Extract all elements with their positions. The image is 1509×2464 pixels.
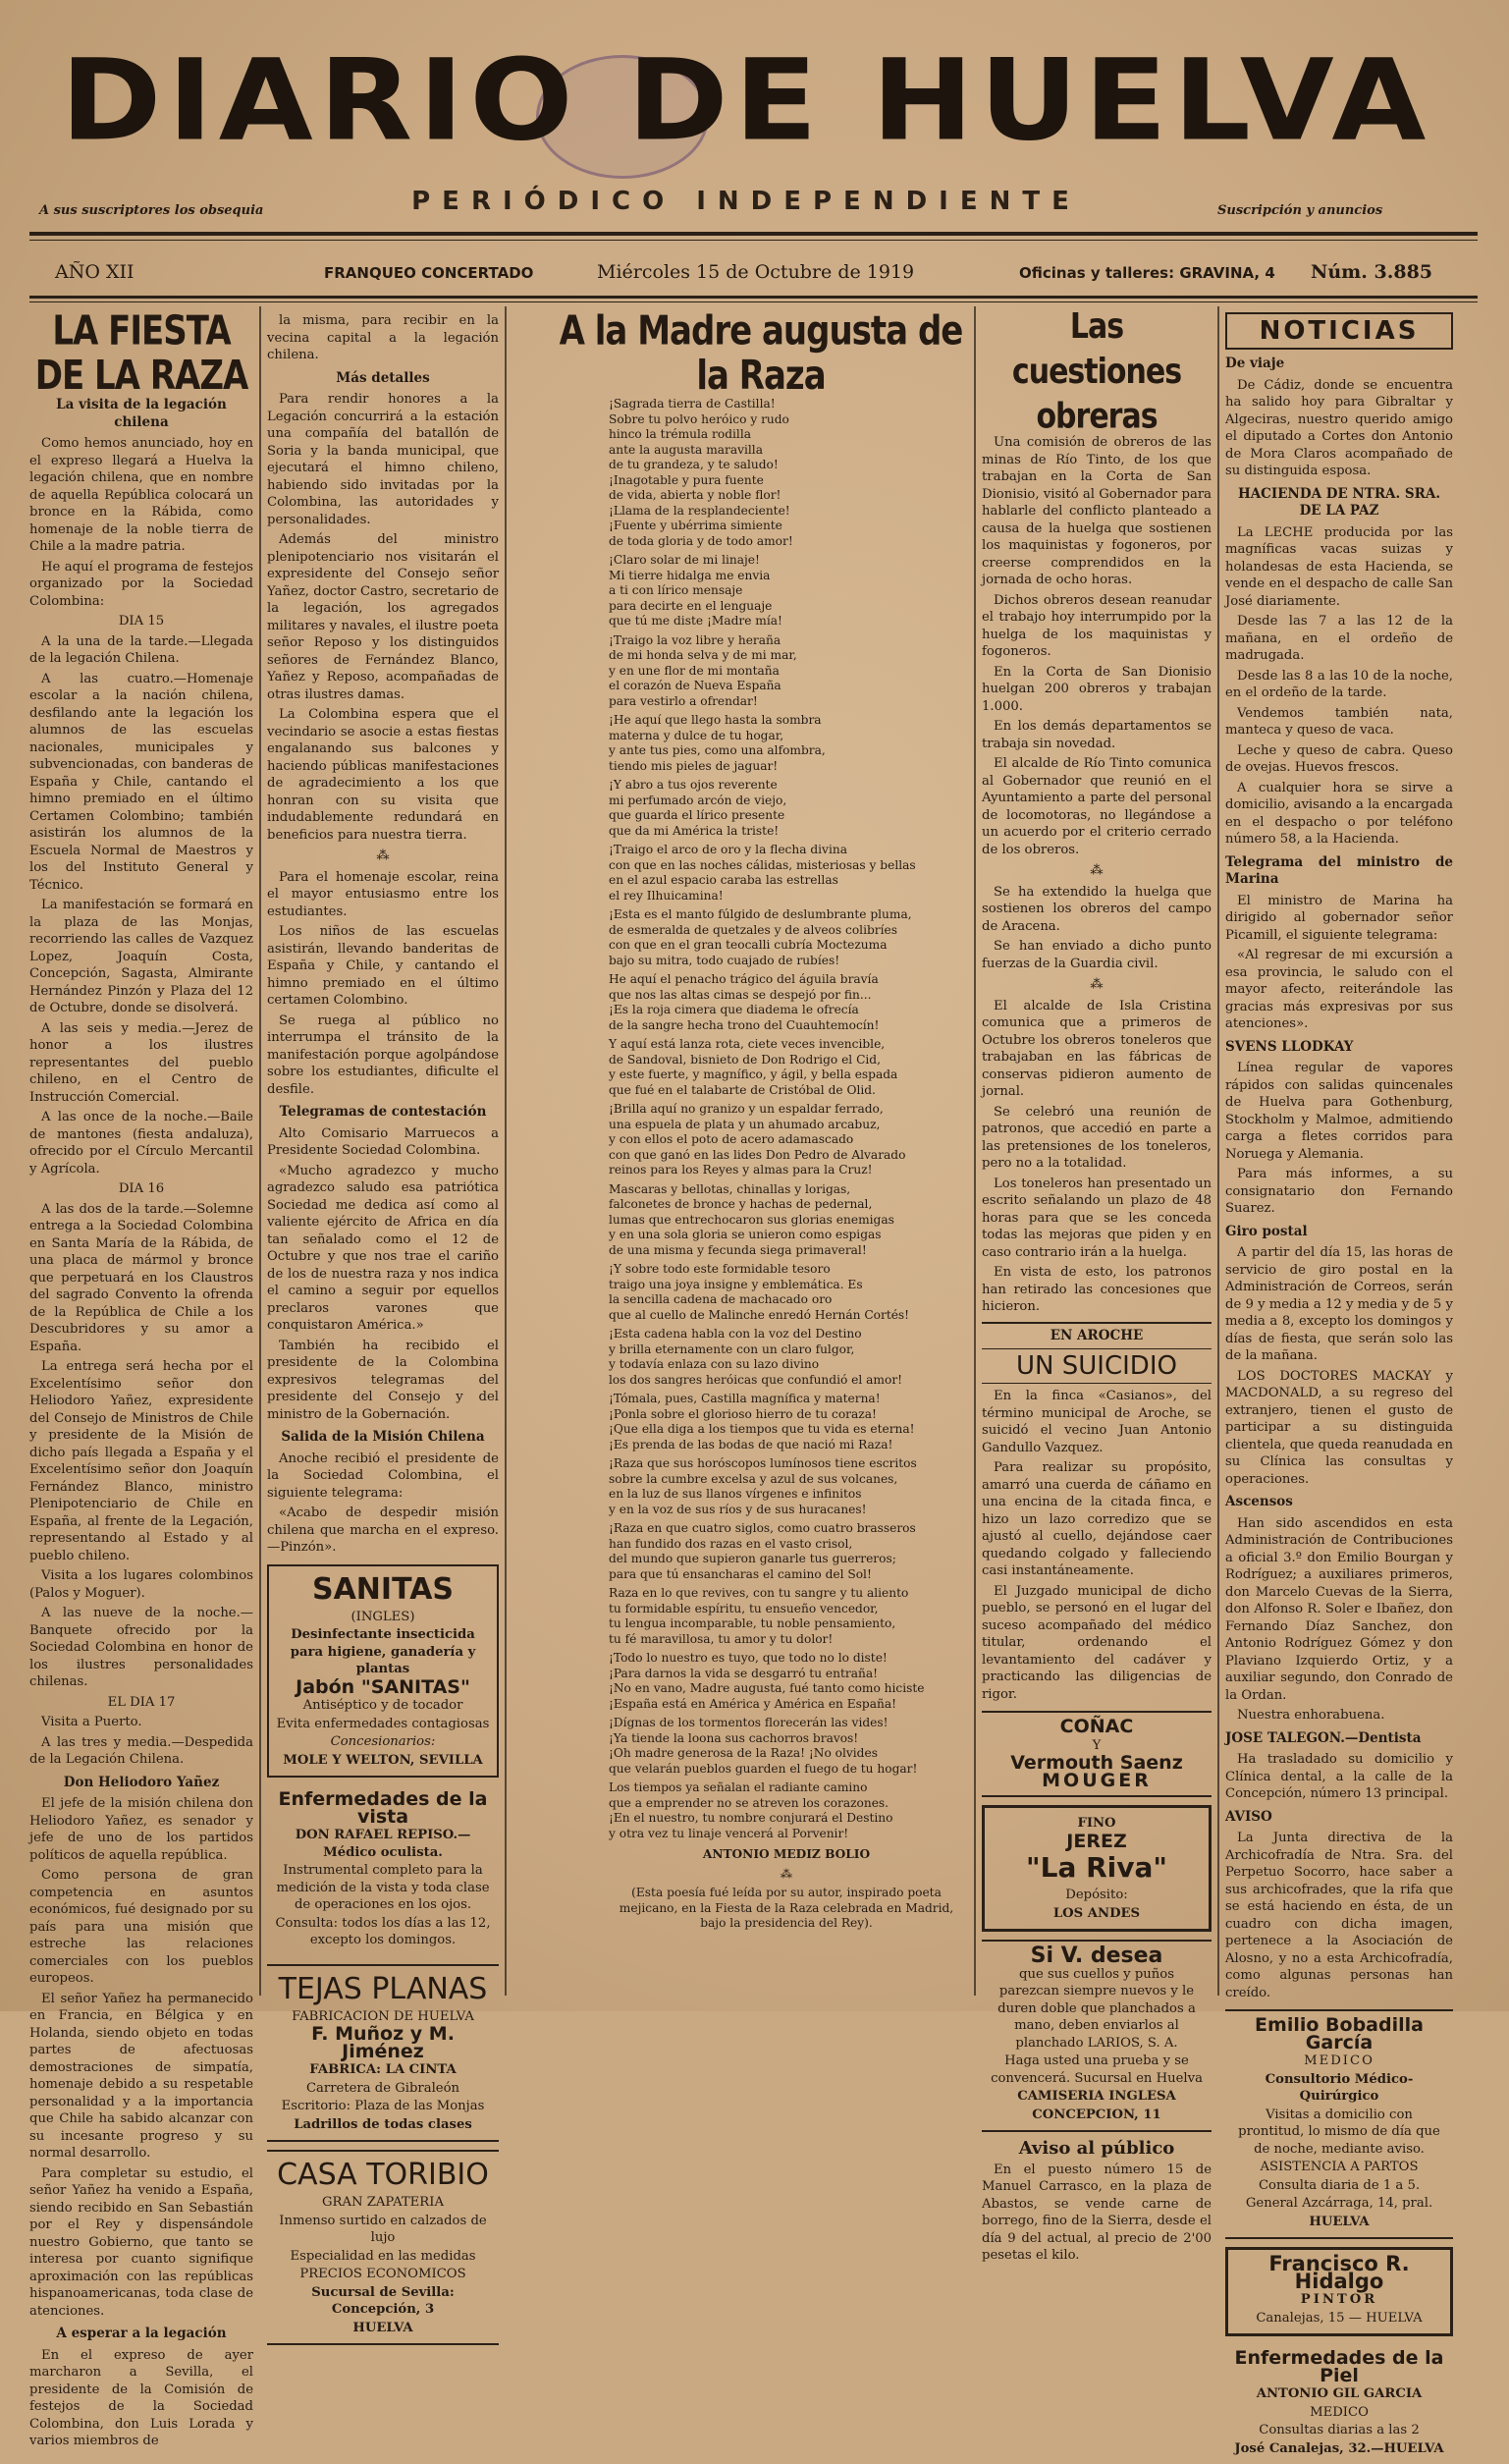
paragraph: A la una de la tarde.—Llegada de la legación Chilena. — [29, 633, 253, 666]
stanza — [609, 1780, 964, 1841]
section-heading: A esperar a la legación — [56, 2326, 227, 2341]
ad-line: Consultorio Médico-Quirúrgico — [1265, 2071, 1414, 2104]
poem-line: ¡Dígnas de los tormentos florecerán las vides! — [609, 1716, 889, 1729]
poem-line: reinos para los Reyes y almas para la Cruz! — [609, 1163, 873, 1177]
paragraph: Se ha extendido la huelga que sostienen los obreros del campo de Aracena. — [982, 884, 1212, 934]
ad-line: Inmenso surtido en calzados de lujo — [279, 2213, 487, 2245]
ad-sanitas — [267, 1564, 499, 1779]
motto-left: A sus suscriptores los obsequia — [39, 203, 264, 218]
poem-line: de la sangre hecha trono del Cuauhtemocín! — [609, 1017, 880, 1032]
poem-line: en el azul espacio caraba las estrellas — [609, 873, 838, 887]
issue-number: Núm. 3.885 — [1311, 261, 1433, 283]
paragraph: Además del ministro plenipotenciario nos visitarán el expresidente del Consejo señor Yañez, doctor Castro, secretario de la legación, los agregados militares y navales, el ilustre poeta señor Reposo y los distinguidos señores de Fernández Blanco, Yañez y Reposo, acompañadas de otras ilustres damas. — [267, 532, 499, 702]
masthead-rule — [29, 232, 1478, 236]
ad-tejas — [267, 1964, 499, 2143]
paragraph: A las dos de la tarde.—Solemne entrega a la Sociedad Colombina en Santa María de la Rábida, de una placa de mármol y bronce que perpetuará en los Claustros del sagrado Convento la ofrenda de la República de Chile a los Descubridores y su amor a España. — [29, 1201, 253, 1354]
ad-line: GRAN ZAPATERIA — [322, 2195, 444, 2210]
paragraph: La entrega será hecha por el Excelentísimo señor don Heliodoro Yañez, expresidente del Consejo de Ministros de Chile y presidente de la Misión de dicho país llegada a España y el Excelentísimo señor don Joaquín Fernández Blanco, ministro Plenipotenciario de Chile en España, al frente de la Legación, representando al Estado y al pueblo chileno. — [29, 1359, 253, 1563]
ad-line: FABRICACION DE HUELVA — [292, 2008, 474, 2024]
poem-line: que guarda el lírico presente — [609, 808, 785, 822]
ad-line: Sucursal de Sevilla: Concepción, 3 — [311, 2284, 455, 2317]
paragraph: Como hemos anunciado, hoy en el expreso llegará a Huelva la legación chilena, que en nombre de aquella República colocará un bronce en la Rábida, como homenaje de la noble tierra de Chile a la madre patria. — [29, 436, 253, 554]
separator-stars: ⁂ — [376, 849, 390, 863]
ad-line: ASISTENCIA A PARTOS — [1260, 2160, 1419, 2174]
paragraph: A las once de la noche.—Baile de mantones (fiesta andaluza), ofrecido por el Círculo Mercantil y Agrícola. — [29, 1110, 253, 1177]
section-heading: Don Heliodoro Yañez — [63, 1774, 220, 1790]
news-heading: Ascensos — [1225, 1494, 1293, 1509]
section-heading: EN AROCHE — [982, 1322, 1212, 1345]
paragraph: Una comisión de obreros de las minas de Río Tinto, de los que trabajan en la Corta de San Dionisio, visitó al Gobernador para hablarle del conflicto planteado a causa de la huelga que sostienen los maquinistas y fogoneros, por creerse comprendidos en la jornada de ocho horas. — [982, 435, 1212, 587]
year-label: AÑO XII — [55, 261, 135, 283]
column-fiesta-raza — [29, 307, 253, 2448]
poem-line: Sobre tu polvo heróico y rudo — [609, 411, 789, 426]
section-heading: Más detalles — [336, 369, 430, 386]
poem-line: que fué en el talabarte de Cristóbal de Olid. — [609, 1082, 876, 1097]
poem-line: la sencilla cadena de machacado oro — [609, 1292, 833, 1306]
paragraph: Leche y queso de cabra. Queso de ovejas. Huevos frescos. — [1225, 742, 1453, 775]
ad-line: José Canalejas, 32.—HUELVA — [1234, 2440, 1444, 2456]
poem-line: con que ganó en las lides Don Pedro de Alvarado — [609, 1147, 906, 1162]
paragraph: Línea regular de vapores rápidos con salidas quincenales de Huelva para Gothenburg, Stockholm y Malmoe, admitiendo carga a fletes corridos para Noruega y Alemania. — [1225, 1061, 1453, 1162]
ad-line: Y — [1092, 1737, 1102, 1753]
poem-line: lumas que entrechocaron sus glorias enemigas — [609, 1212, 894, 1227]
paragraph: Los niños de las escuelas asistirán, llevando banderitas de España y Chile, y cantando el himno premiado en el último certamen Colombino. — [267, 924, 499, 1008]
ad-line: Instrumental completo para la medición de la vista y toda clase de operaciones en los ojos. — [276, 1863, 490, 1912]
poem-line: y todavía enlaza con su lazo divino — [609, 1357, 820, 1371]
paragraph: La manifestación se formará en la plaza de las Monjas, recorriendo las calles de Vazquez Lopez, Joaquín Costa, Concepción, Sagasta, Almirante Hernández Pinzón y Plaza del 12 de Octubre, donde se disolverá. — [29, 898, 253, 1015]
info-rule — [29, 296, 1478, 299]
paragraph: Visita a los lugares colombinos (Palos y Moguer). — [29, 1568, 253, 1601]
poem-line: y en la voz de sus ríos y de sus huracanes! — [609, 1502, 867, 1516]
paragraph: LOS DOCTORES MACKAY y MACDONALD, a su regreso del extranjero, tienen el gusto de participar a su distinguida clientela, que queda reanudada en su Clínica las consultas y operaciones. — [1225, 1368, 1453, 1487]
poem-line: ante la augusta maravilla — [609, 442, 763, 457]
paragraph: Desde las 8 a las 10 de la noche, en el ordeño de la tarde. — [1225, 668, 1453, 700]
poem-line: sobre la cumbre excelsa y azul de sus volcanes, — [609, 1471, 898, 1486]
poem-line: el corazón de Nueva España — [609, 679, 781, 692]
column-divider — [974, 306, 976, 1996]
paragraph: El ministro de Marina ha dirigido al gobernador señor Picamill, el siguiente telegrama: — [1225, 893, 1453, 943]
ad-line: PRECIOS ECONOMICOS — [299, 2267, 466, 2281]
separator-stars: ⁂ — [780, 1866, 793, 1881]
paragraph: Vendemos también nata, manteca y queso de vaca. — [1225, 705, 1453, 738]
paragraph: El alcalde de Río Tinto comunica al Gobernador que reunió en el Ayuntamiento a parte del personal de locomotoras, no llegándose a un acuerdo por el criterio cerrado de los obreros. — [982, 756, 1212, 857]
ad-line: Concesionarios: — [330, 1734, 436, 1749]
poem-line: para decirte en el lenguaje — [609, 598, 773, 613]
poem-signature: ANTONIO MEDIZ BOLIO — [702, 1847, 871, 1861]
poem-line: ¡Oh madre generosa de la Raza! ¡No olvides — [609, 1746, 878, 1760]
paragraph: Dichos obreros desean reanudar el trabajo hoy interrumpido por la huelga de los maquinistas y fogoneros. — [982, 592, 1212, 659]
paragraph: Para realizar su propósito, amarró una cuerda de cáñamo en una encina de la citada finca, e hizo un lazo corredizo que se ajustó al cuello, dejándose caer quedando colgado y falleciendo casi instantáneamente. — [982, 1460, 1212, 1578]
poem-line: ¡España está en América y América en España! — [609, 1696, 896, 1711]
paragraph: También ha recibido el presidente de la Colombina expresivos telegramas del presidente del Consejo y del ministro de la Gobernación. — [267, 1338, 499, 1422]
ad-line: FINO — [1077, 1816, 1116, 1831]
poem-line: ¡En el nuestro, tu nombre conjurará el Destino — [609, 1811, 893, 1825]
poem-line: ¡No en vano, Madre augusta, fué tanto como hiciste — [609, 1681, 925, 1695]
paragraph: De Cádiz, donde se encuentra ha salido hoy para Gibraltar y Algeciras, nuestro querido amigo el diputado a Cortes don Antonio de Mora Claros acompañado de su distinguida esposa. — [1225, 377, 1453, 478]
poem-line: ¡Traigo el arco de oro y la flecha divina — [609, 843, 847, 856]
ad-line: DON RAFAEL REPISO.—Médico oculista. — [295, 1828, 471, 1860]
ad-line: Desinfectante insecticida para higiene, ganadería y plantas — [290, 1627, 476, 1676]
poem-line: que al cuello de Malinche enredó Hernán Cortés! — [609, 1307, 910, 1322]
news-heading: De viaje — [1225, 356, 1285, 371]
column-divider — [259, 306, 261, 1996]
paragraph: «Mucho agradezco y mucho agradezco saludo esa patriótica Sociedad me dedica así como al valiente ejército de Africa en día tan señalado como el 12 de Octubre y que nos trae el cariño de los de nuestra raza y nos indica el camino a seguir por equellos preclaros varones que conquistaron América.» — [267, 1163, 499, 1333]
poem-line: He aquí el penacho trágico del águila bravía — [609, 972, 879, 986]
paragraph: El jefe de la misión chilena don Heliodoro Yañez, es senador y jefe de uno de los partidos políticos de aquella república. — [29, 1796, 253, 1863]
paragraph: Para el homenaje escolar, reina el mayor entusiasmo entre los estudiantes. — [267, 869, 499, 919]
poem-line: ¡Raza que sus horóscopos lumínosos tiene escritos — [609, 1456, 917, 1470]
ad-line: (INGLES) — [350, 1609, 415, 1624]
day-heading: DIA 16 — [118, 1181, 165, 1196]
poem-line: y en una sola gloria se unieron como espigas — [609, 1228, 882, 1241]
poem-line: Los tiempos ya señalan el radiante camino — [609, 1780, 868, 1794]
ad-line: Visitas a domicilio con prontitud, lo mismo de día que de noche, mediante aviso. — [1238, 2107, 1440, 2157]
poem-line: que velarán pueblos guarden el fuego de tu hogar! — [609, 1761, 918, 1776]
paragraph: La LECHE producida por las magníficas vacas suizas y holandesas de esta Hacienda, se vende en el despacho de calle San José diariamente. — [1225, 524, 1453, 609]
poem-line: para vestirlo a ofrendar! — [609, 693, 758, 708]
paragraph: A cualquier hora se sirve a domicilio, avisando a la encargada en el despacho o por teléfono número 58, a la Hacienda. — [1225, 780, 1453, 847]
poem-line: que nos las altas cimas se despejó por fin... — [609, 987, 872, 1002]
paragraph: En el puesto número 15 de Manuel Carrasco, en la plaza de Abastos, se vende carne de borrego, fino de la Sierra, desde el día 9 del actual, al precio de 2'00 pesetas el kilo. — [982, 2162, 1212, 2263]
poem-line: y brilla eternamente con un claro fulgor, — [609, 1342, 855, 1356]
poem-line: ¡Claro solar de mi linaje! — [609, 553, 760, 567]
ad-line: Ladrillos de todas clases — [294, 2116, 472, 2132]
poem-line: Raza en lo que revives, con tu sangre y tu aliento — [609, 1586, 909, 1600]
poem-line: de esmeralda de quetzales y de alveos colibríes — [609, 922, 897, 937]
stanza — [609, 1327, 964, 1388]
paragraph: En vista de esto, los patronos han retirado las concesiones que hicieron. — [982, 1265, 1212, 1314]
paragraph: Como persona de gran competencia en asuntos económicos, fué designado por su país para una misión que estreche las relaciones comerciales con los pueblos europeos. — [29, 1868, 253, 1986]
ad-title: TEJAS PLANAS — [278, 1971, 488, 2006]
poem-line: de toda gloria y de todo amor! — [609, 533, 793, 548]
poem-line: y ante tus pies, como una alfombra, — [609, 743, 826, 757]
stanza — [609, 1262, 964, 1323]
stanza — [609, 397, 964, 549]
poem-line: ¡Sagrada tierra de Castilla! — [609, 397, 776, 411]
article-title: Las cuestiones obreras — [1011, 305, 1182, 437]
notice-title: Aviso al público — [1018, 2138, 1175, 2159]
offices-label: Oficinas y talleres: GRAVINA, 4 — [1019, 264, 1275, 282]
ad-line: Consultas diarias a las 2 — [1259, 2423, 1420, 2437]
ad-line: que sus cuellos y puños parezcan siempre nuevos y le duren doble que planchados a mano, deben enviarlos al planchado LARIOS, S. A. — [997, 1966, 1196, 2051]
section-title: NOTICIAS — [1225, 312, 1453, 350]
poem-line: hinco la trémula rodilla — [609, 427, 751, 441]
paragraph: En la finca «Casianos», del término municipal de Aroche, se suicidó el vecino Juan Antonio Gandullo Vazquez. — [982, 1389, 1212, 1455]
ad-line: Escritorio: Plaza de las Monjas — [281, 2099, 485, 2113]
poem-line: ¡Esta es el manto fúlgido de deslumbrante pluma, — [609, 907, 912, 921]
paragraph: Se celebró una reunión de patronos, que accedió en parte a las pretensiones de los toneleros, pero no a la totalidad. — [982, 1104, 1212, 1171]
column-divider — [505, 306, 507, 1996]
stanza — [609, 1037, 964, 1098]
section-heading: Salida de la Misión Chilena — [281, 1429, 485, 1445]
stanza — [609, 1392, 964, 1452]
poem-line: ¡Es prenda de las bodas de que nació mi Raza! — [609, 1437, 893, 1451]
poem-line: ¡Todo lo nuestro es tuyo, que todo no lo diste! — [609, 1651, 888, 1665]
paragraph: En el expreso de ayer marcharon a Sevilla, el presidente de la Comisión de festejos de la Sociedad Colombina, don Luis Lorada y varios miembros de — [29, 2347, 253, 2448]
paragraph: Para rendir honores a la Legación concurrirá a la estación una compañía del batallón de Soria y la banda municipal, que ejecutará el himno chileno, habiendo sido invitadas por la Colombina, las autoridades y personalidades. — [267, 392, 499, 527]
poem-line: ¡Fuente y ubérrima simiente — [609, 519, 782, 532]
poem-line: el rey Ilhuicamina! — [609, 888, 724, 903]
poem-line: y con ellos el poto de acero adamascado — [609, 1132, 854, 1146]
poem-line: que da mi América la triste! — [609, 823, 780, 838]
ad-line: Emilio Bobadilla García — [1255, 2014, 1424, 2053]
paragraph: «Al regresar de mi excursión a esa provincia, le saludo con el mayor afecto, reiterándole las gracias más expresivas por sus atenciones». — [1225, 948, 1453, 1031]
day-heading: DIA 15 — [118, 614, 165, 629]
poem-line: de Sandoval, bisnieto de Don Rodrigo el Cid, — [609, 1052, 881, 1067]
ad-line: F. Muñoz y M. Jiménez — [311, 2023, 455, 2062]
motto-right: Suscripción y anuncios — [1217, 203, 1383, 218]
postage-label: FRANQUEO CONCERTADO — [324, 264, 534, 282]
paragraph: Ha trasladado su domicilio y Clínica dental, a la calle de la Concepción, número 13 principal. — [1225, 1752, 1453, 1801]
poem-line: Y aquí está lanza rota, ciete veces invencible, — [609, 1037, 886, 1051]
poem-line: con que en las noches cálidas, misteriosas y bellas — [609, 857, 916, 872]
newspaper-title: DIARIO DE HUELVA — [60, 35, 1432, 167]
stanza — [609, 1716, 964, 1777]
poem-line: de mi honda selva y de mi mar, — [609, 648, 797, 662]
ad-line: Especialidad en las medidas — [290, 2248, 476, 2264]
poem-title: A la Madre augusta de la Raza — [559, 307, 963, 400]
ad-line: Antiséptico y de tocador — [302, 1698, 463, 1713]
masthead — [29, 37, 1463, 165]
ad-line: Consulta: todos los días a las 12, excepto los domingos. — [275, 1915, 491, 1947]
ad-line: General Azcárraga, 14, pral. — [1245, 2196, 1433, 2211]
news-heading: Giro postal — [1225, 1223, 1308, 1239]
paragraph: La Junta directiva de la Archicofradía de Ntra. Sra. del Perpetuo Socorro, hace saber a sus archicofrades, que la rifa que se está haciendo en ésta, de un cuadro con dicha imagen, pertenece a la Asociación de Alosno, y no a esta Archicofradía, como algunas personas han creído. — [1225, 1831, 1453, 2000]
stanza — [609, 1102, 964, 1178]
paragraph: Anoche recibió el presidente de la Sociedad Colombina, el siguiente telegrama: — [267, 1451, 499, 1501]
paragraph: En la Corta de San Dionisio huelgan 200 obreros y trabajan 1.000. — [982, 664, 1212, 714]
ad-line: ANTONIO GIL GARCIA — [1256, 2386, 1423, 2401]
poem-line: ¡Ponla sobre el glorioso hierro de tu coraza! — [609, 1406, 877, 1421]
poem-line: Mascaras y bellotas, chinallas y lorigas, — [609, 1181, 851, 1196]
ad-la-riva — [982, 1805, 1212, 1932]
poem-line: que a emprender no se atreven los corazones. — [609, 1795, 889, 1810]
ad-line: Evita enfermedades contagiosas — [276, 1716, 490, 1731]
article-subtitle: La visita de la legación chilena — [56, 397, 227, 430]
poem-line: ¡Que ella diga a los tiempos que tu vida es eterna! — [609, 1422, 915, 1436]
poem-line: y en une flor de mi montaña — [609, 663, 780, 678]
ad-title: SANITAS — [311, 1571, 455, 1607]
poem-line: ¡Esta cadena habla con la voz del Destino — [609, 1327, 862, 1341]
ad-title: CASA TORIBIO — [277, 2158, 489, 2192]
ad-title: Enfermedades de la vista — [278, 1788, 488, 1828]
stanza — [609, 633, 964, 710]
stanza — [609, 972, 964, 1033]
poem-line: tu fé maravillosa, tu amor y tu dolor! — [609, 1631, 834, 1646]
column-fiesta-continued — [267, 312, 499, 2335]
ad-casa-toribio — [267, 2150, 499, 2345]
ad-line: HUELVA — [352, 2320, 413, 2335]
ad-line: MEDICO — [1310, 2404, 1369, 2420]
poem-line: falconetes de bronce y hachas de pedernal, — [609, 1197, 873, 1211]
paragraph: A las seis y media.—Jerez de honor a los ilustres representantes del pueblo chileno, en el Centro de Instrucción Comercial. — [29, 1020, 253, 1105]
stanza — [609, 713, 964, 774]
poem-line: de una misma y fecunda siega primaveral! — [609, 1242, 867, 1257]
news-heading: Telegrama del ministro de Marina — [1225, 853, 1453, 887]
column-divider — [1217, 306, 1219, 1996]
ad-line: Haga usted una prueba y se convencerá. Sucursal en Huelva — [991, 2053, 1203, 2086]
paragraph: A partir del día 15, las horas de servicio de giro postal en la Administración de Correos, serán de 9 y media a 12 y media y de 5 y media a 8, excepto los domingos y días de fiesta, que serán solo las de la mañana. — [1225, 1245, 1453, 1363]
poem-line: tu formidable espíritu, tu ensueño vencedor, — [609, 1601, 879, 1615]
day-heading: EL DIA 17 — [107, 1694, 176, 1710]
ad-line: Si V. desea — [1030, 1944, 1163, 1968]
section-heading: Telegramas de contestación — [279, 1104, 487, 1120]
ad-bobadilla — [1225, 2009, 1453, 2239]
poem-line: Mi tierre hidalga me envia — [609, 568, 771, 582]
stanza — [609, 843, 964, 903]
poem-line: ¡Llama de la resplandeciente! — [609, 503, 790, 518]
poem-line: ¡He aquí que llego hasta la sombra — [609, 713, 822, 727]
paragraph: Para más informes, a su consignatario don Fernando Suarez. — [1225, 1167, 1453, 1216]
ad-line: PINTOR — [1300, 2292, 1378, 2307]
ad-larios — [982, 1940, 1212, 2132]
poem-line: tiendo mis pieles de jaguar! — [609, 758, 779, 773]
ad-conac — [982, 1711, 1212, 1797]
poem-line: ¡Raza en que cuatro siglos, como cuatro brasseros — [609, 1521, 916, 1535]
ad-line: Jabón "SANITAS" — [296, 1675, 470, 1698]
poem-line: y este fuerte, y magnífico, y ágil, y bella espada — [609, 1068, 898, 1081]
article-title: LA FIESTA DE LA RAZA — [34, 307, 248, 400]
paragraph: Nuestra enhorabuena. — [1237, 1708, 1385, 1723]
ad-hidalgo — [1225, 2247, 1453, 2336]
paragraph: El Juzgado municipal de dicho pueblo, se personó en el lugar del suceso acompañado del médico titular, ordenando el levantamiento del cadáver y practicando las diligencias de rigor. — [982, 1583, 1212, 1702]
stanza — [609, 907, 964, 968]
poem-line: tu lengua incomparable, tu noble pensamiento, — [609, 1616, 896, 1630]
poem-line: una espuela de plata y un ahumado arcabuz, — [609, 1117, 881, 1131]
ad-line: JEREZ — [1066, 1830, 1127, 1852]
ad-line: LOS ANDES — [1052, 1905, 1141, 1921]
poem-line: para que tú ensancharas el camino del Sol! — [609, 1566, 872, 1581]
stanza — [609, 1651, 964, 1712]
newspaper-subtitle: PERIÓDICO INDEPENDIENTE — [411, 187, 1081, 216]
ad-line: CONCEPCION, 11 — [1032, 2107, 1161, 2122]
stanza — [609, 1456, 964, 1517]
ad-line: Francisco R. Hidalgo — [1268, 2252, 1410, 2293]
paragraph: A las nueve de la noche.—Banquete ofrecido por la Sociedad Colombina en honor de los ilustres personalidades chilenas. — [29, 1606, 253, 1689]
paragraph: El alcalde de Isla Cristina comunica que a primeros de Octubre los obreros toneleros que trabajaban en las fábricas de conservas pidieron aumento de jornal. — [982, 998, 1212, 1099]
poem-line: en la luz de sus llanos vírgenes e infinitos — [609, 1487, 862, 1501]
stanza — [609, 1182, 964, 1259]
poem-line: los dos sangres heróicas que confundió el amor! — [609, 1372, 903, 1387]
paragraph: Se ruega al público no interrumpa el tránsito de la manifestación porque agolpándose sobre los estudiantes, dificulte el desfile. — [267, 1013, 499, 1097]
poem-line: del mundo que supieron ganarle tus guerreros; — [609, 1552, 896, 1565]
poem-line: ¡Para darnos la vida se desgarró tu entraña! — [609, 1666, 878, 1680]
news-heading: SVENS LLODKAY — [1225, 1038, 1354, 1055]
paragraph: la misma, para recibir en la vecina capital a la legación chilena. — [267, 313, 499, 362]
poem-line: ¡Y abro a tus ojos reverente — [609, 778, 778, 792]
info-bar — [29, 257, 1478, 291]
paragraph: A las tres y media.—Despedida de la Legación Chilena. — [29, 1734, 253, 1767]
stanza — [609, 553, 964, 630]
paragraph: «Acabo de despedir misión chilena que marcha en el expreso.—Pinzón». — [267, 1506, 499, 1555]
poem-line: ¡Tómala, pues, Castilla magnífica y materna! — [609, 1392, 881, 1405]
ad-line: Canalejas, 15 — HUELVA — [1256, 2310, 1423, 2326]
paragraph: Alto Comisario Marruecos a Presidente Sociedad Colombina. — [267, 1125, 499, 1158]
poem-line: de vida, abierta y noble flor! — [609, 488, 781, 502]
poem-line: y otra vez tu linaje vencerá al Porvenir! — [609, 1826, 849, 1840]
poem-line: de tu grandeza, y te saludo! — [609, 458, 779, 471]
poem-line: ¡Es la roja cimera que diadema le ofrecía — [609, 1003, 859, 1016]
paragraph: Se han enviado a dicho punto fuerzas de la Guardia civil. — [982, 939, 1212, 971]
ad-line: MEDICO — [1304, 2053, 1374, 2068]
news-heading: AVISO — [1225, 1808, 1272, 1825]
poem-line: a ti con lírico mensaje — [609, 583, 743, 597]
paragraph: El señor Yañez ha permanecido en Francia, en Bélgica y en Holanda, siendo objeto en todas partes de afectuosas demostraciones de simpatía, homenaje debido a su respetable personalidad y a la importancia que Chile ha sabido alcanzar con su incesante progreso y su normal desarrollo. — [29, 1991, 253, 2161]
poem-line: traigo una joya insigne y emblemática. Es — [609, 1277, 863, 1291]
paragraph: En los demás departamentos se trabaja sin novedad. — [982, 719, 1212, 751]
poem-line: ¡Traigo la voz libre y heraña — [609, 632, 781, 647]
separator-stars: ⁂ — [1090, 977, 1104, 992]
column-noticias — [1225, 312, 1453, 2456]
ad-line: FABRICA: LA CINTA — [309, 2062, 457, 2077]
paragraph: Para completar su estudio, el señor Yañez ha venido a España, siendo recibido en San Sebastián por el Rey y dispensándole nuestro Gobierno, que tanto se interesa por cuanto signifique aproximación con las repúblicas hispanoamericanas, toda clase de atenciones. — [29, 2165, 253, 2319]
paragraph: He aquí el programa de festejos organizado por la Sociedad Colombina: — [29, 559, 253, 609]
ad-line: Depósito: — [1065, 1888, 1128, 1902]
paragraph: Visita a Puerto. — [41, 1715, 142, 1729]
masthead-rule-thin — [29, 240, 1478, 241]
column-poem — [520, 307, 964, 1997]
stanza — [609, 1521, 964, 1582]
poem-line: ¡Y sobre todo este formidable tesoro — [609, 1262, 831, 1276]
column-cuestiones-obreras — [982, 305, 1212, 2263]
issue-date: Miércoles 15 de Octubre de 1919 — [597, 261, 915, 283]
ad-line: HUELVA — [1309, 2214, 1370, 2229]
paragraph: Los toneleros han presentado un escrito señalando un plazo de 48 horas para que se les conceda todas las mejoras que piden y en caso contrario irán a la huelga. — [982, 1176, 1212, 1260]
info-rule-thin — [29, 301, 1478, 302]
poem-line: ¡Inagotable y pura fuente — [609, 472, 764, 487]
paragraph: La Colombina espera que el vecindario se asocie a estas fiestas engalanando sus balcones y haciendo públicas manifestaciones de agradecimiento a los que honran con su visita que indudablemente redundará en beneficios para nuestra tierra. — [267, 707, 499, 843]
ad-line: COÑAC — [1059, 1716, 1134, 1737]
paragraph: Han sido ascendidos en esta Administración de Contribuciones a oficial 3.º don Emilio Bourgan y Rodríguez; a auxiliares primeros, don Marcelo Cuevas de la Sierra, don Alfonso R. Soler e Ibañez, don Fernando Díaz Sanchez, don Antonio Rodríguez Gómez y don Plaviano Izquierdo Ortiz, y a auxiliar segundo, don Conrado de la Ordan. — [1225, 1515, 1453, 1703]
ad-line: CAMISERIA INGLESA — [1017, 2089, 1176, 2104]
stanza — [609, 778, 964, 839]
poem-line: materna y dulce de tu hogar, — [609, 728, 784, 742]
poem-note: (Esta poesía fué leída por su autor, inspirado poeta mejicano, en la Fiesta de la Raza celebrada en Madrid, bajo la presidencia del Rey). — [619, 1886, 954, 1930]
ad-line: "La Riva" — [1026, 1851, 1167, 1884]
poem-line: que tú me diste ¡Madre mía! — [609, 614, 782, 628]
separator-stars: ⁂ — [1090, 863, 1104, 878]
poem-line: con que en el gran teocalli cubría Moctezuma — [609, 938, 888, 952]
poem-line: ¡Brilla aquí no granizo y un espaldar ferrado, — [609, 1102, 884, 1116]
poem-line: mi perfumado arcón de viejo, — [609, 793, 787, 807]
ad-line: Consulta diaria de 1 a 5. — [1258, 2177, 1421, 2193]
ad-line: Carretera de Gibraleón — [305, 2080, 460, 2096]
paragraph: A las cuatro.—Homenaje escolar a la nación chilena, desfilando ante la legación los alumnos de las escuelas nacionales, municipales y subvencionadas, con banderas de España y Chile, cantando el himno premiado en el último Certamen Colombino; también asistirán los alumnos de la Escuela Normal de Maestros y los del Instituto General y Técnico. — [29, 671, 253, 893]
ad-gil-garcia — [1225, 2344, 1453, 2464]
poem-line: bajo su mitra, todo cuajado de rubíes! — [609, 953, 840, 967]
ad-line: Vermouth Saenz — [1010, 1752, 1183, 1774]
news-heading: HACIENDA DE NTRA. SRA. DE LA PAZ — [1237, 485, 1441, 519]
ad-line: MOUGER — [1042, 1769, 1152, 1791]
poem-line: han fundido dos razas en el vasto crisol, — [609, 1536, 853, 1551]
ad-line: Enfermedades de la Piel — [1234, 2347, 1444, 2386]
paragraph: Desde las 7 a las 12 de la mañana, en el ordeño de madrugada. — [1225, 614, 1453, 663]
ad-vista — [267, 1785, 499, 1956]
news-heading: JOSE TALEGON.—Dentista — [1225, 1729, 1422, 1746]
ad-line: MOLE Y WELTON, SEVILLA — [283, 1752, 483, 1768]
stanza — [609, 1586, 964, 1647]
article-title: UN SUICIDIO — [982, 1348, 1212, 1384]
poem-line: ¡Ya tiende la loona sus cachorros bravos! — [609, 1730, 859, 1745]
